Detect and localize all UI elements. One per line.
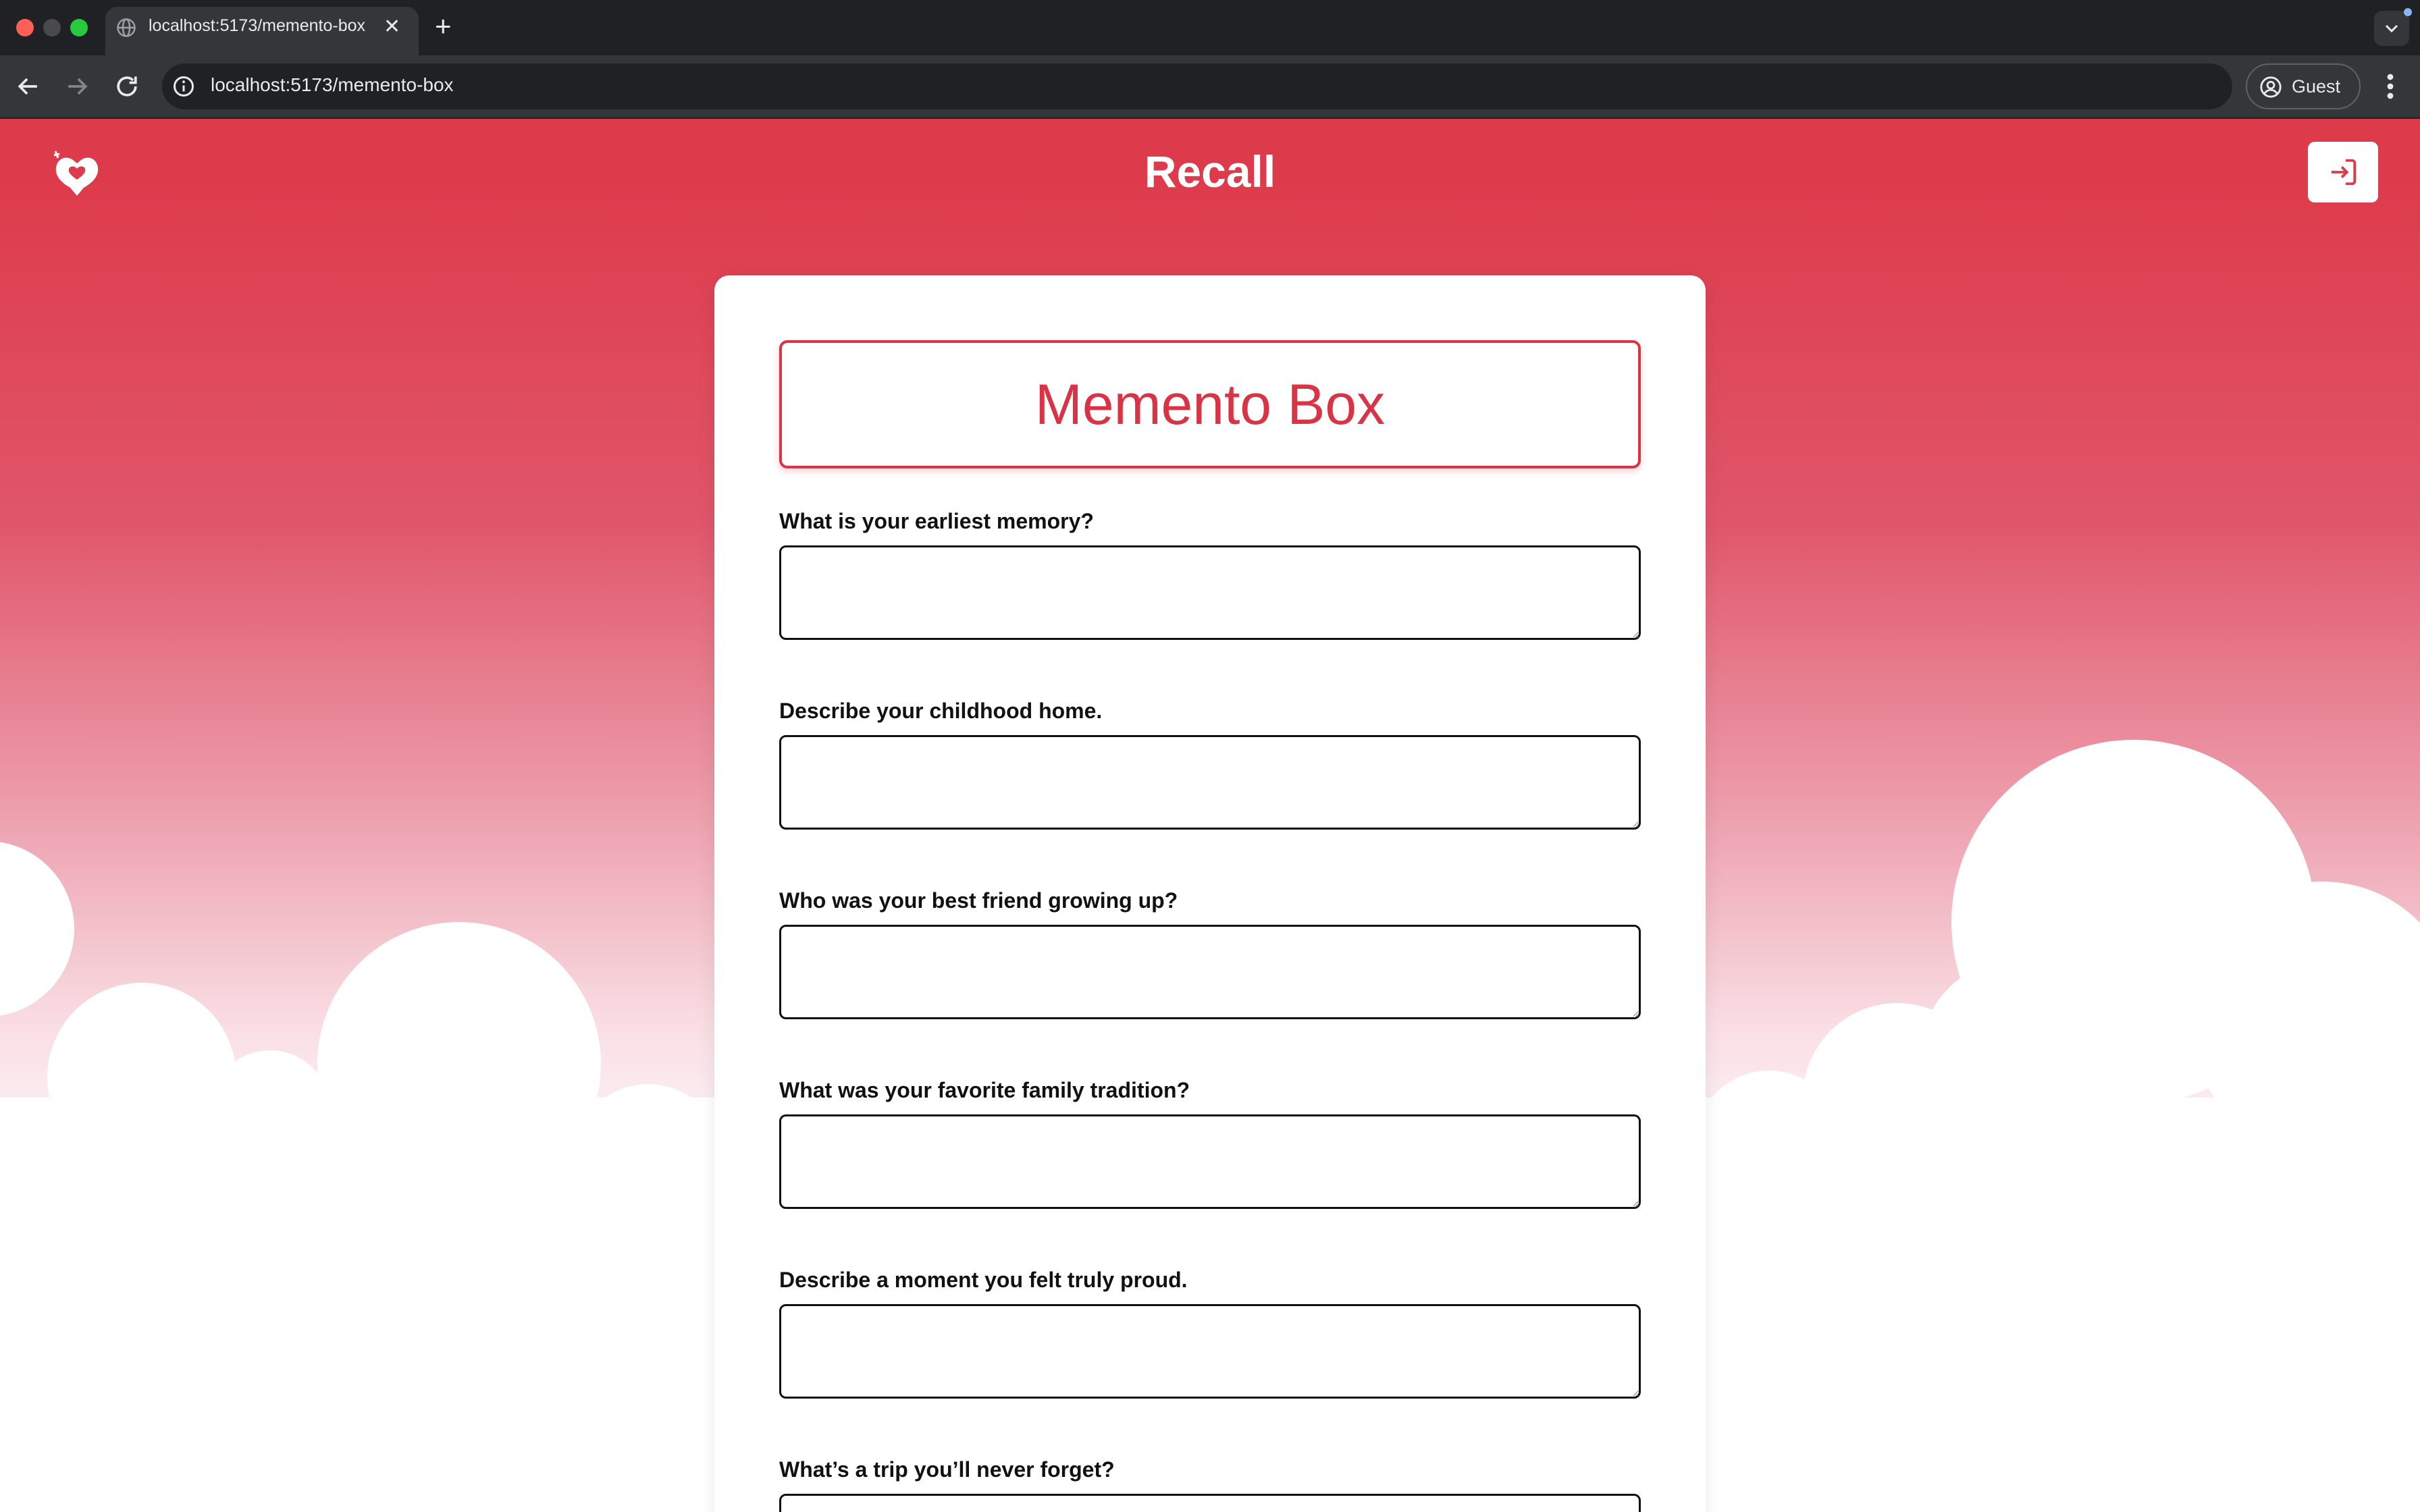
answer-textarea[interactable]: [779, 1494, 1641, 1512]
address-bar-url[interactable]: localhost:5173/memento-box: [211, 74, 454, 95]
question-label: Describe a moment you felt truly proud.: [779, 1268, 1188, 1292]
answer-textarea[interactable]: [779, 1114, 1641, 1209]
answer-textarea[interactable]: [779, 545, 1641, 640]
tab-title: localhost:5173/memento-box: [149, 16, 366, 35]
window-close-button[interactable]: [16, 19, 34, 36]
question-label: What is your earliest memory?: [779, 509, 1094, 533]
site-info-icon[interactable]: [172, 74, 196, 99]
address-bar[interactable]: [162, 63, 2232, 109]
question-label: What was your favorite family tradition?: [779, 1078, 1190, 1102]
page-viewport: [0, 119, 2420, 1512]
question-label: Describe your childhood home.: [779, 699, 1103, 723]
login-icon: [2327, 157, 2359, 188]
answer-textarea[interactable]: [779, 1304, 1641, 1399]
memento-form-card: [714, 275, 1706, 1512]
tab-search-button[interactable]: [2374, 11, 2409, 46]
question-label: What’s a trip you’ll never forget?: [779, 1457, 1115, 1482]
question-label: Who was your best friend growing up?: [779, 888, 1178, 913]
globe-icon: [116, 18, 136, 38]
form-heading: Memento Box: [1034, 372, 1386, 436]
app-title: Recall: [1144, 146, 1276, 196]
window-maximize-button[interactable]: [70, 19, 88, 36]
reload-icon[interactable]: [112, 72, 142, 101]
profile-label: Guest: [2292, 76, 2341, 97]
new-tab-button[interactable]: +: [435, 10, 452, 42]
form-heading-box: [779, 340, 1641, 468]
tab-close-icon[interactable]: ✕: [384, 16, 401, 38]
browser-menu-icon[interactable]: [2377, 70, 2404, 103]
forward-arrow-icon[interactable]: [62, 72, 92, 101]
profile-avatar-icon: [2259, 76, 2282, 99]
login-button[interactable]: [2308, 142, 2378, 202]
notification-dot: [2404, 8, 2412, 16]
window-minimize-button[interactable]: [43, 19, 61, 36]
answer-textarea[interactable]: [779, 925, 1641, 1019]
app-logo-icon: [50, 148, 104, 202]
back-arrow-icon[interactable]: [14, 72, 43, 101]
chevron-down-icon: [2374, 11, 2409, 46]
answer-textarea[interactable]: [779, 735, 1641, 830]
